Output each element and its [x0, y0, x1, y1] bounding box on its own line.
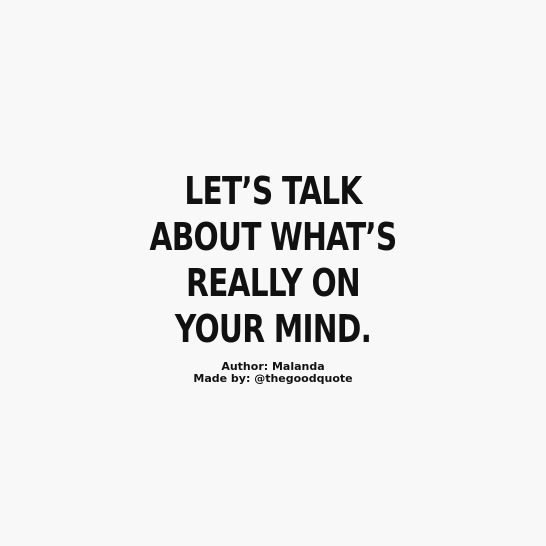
- credits: [0, 361, 546, 385]
- author-credit: Author: Malanda: [221, 360, 325, 373]
- quote-line: ABOUT WHAT’S: [149, 215, 397, 259]
- made-by-credit: Made by: @thegoodquote: [193, 372, 353, 385]
- quote-line: LET’S TALK: [184, 169, 362, 213]
- quote-text: [0, 168, 546, 352]
- quote-line: REALLY ON: [186, 261, 360, 305]
- quote-line: YOUR MIND.: [174, 307, 372, 351]
